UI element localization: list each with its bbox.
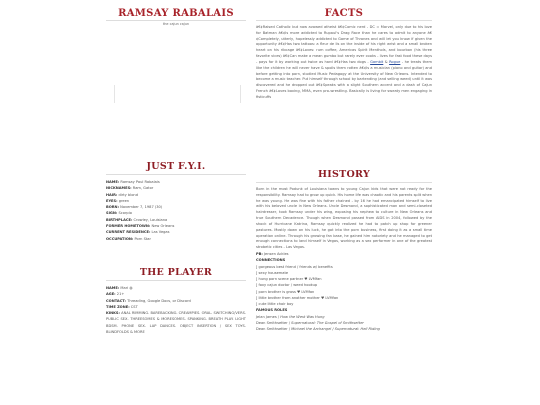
connection-item: [ little brother from another mother ♥ LVMfan [256,295,339,300]
fyi-section [106,161,246,242]
divider [106,20,246,21]
history-section [256,169,432,333]
facts-heading: FACTS [324,8,364,19]
dog-link-rogue[interactable]: Rogue [389,59,401,64]
fyi-row: EYES: green [106,198,130,203]
dog-link-gambit[interactable]: Gambit [370,59,384,64]
connection-item: [ foxy cajun doctor / weed hookup [256,283,318,288]
frame-line-left [114,85,115,103]
history-heading: HISTORY [317,169,371,180]
fyi-row: BORN: November 7, 1987 (30) [106,205,163,210]
player-heading: THE PLAYER [139,267,213,278]
fyi-row: SIGN: Scorpio [106,211,132,216]
fyi-list [106,179,246,242]
facts-section [256,8,432,101]
site-tagline: the cajun cajun [162,22,190,26]
history-text: Born in the most Podunk of Louisiana towns to young Cajun kids that were not ready for the responsibility. Ramsay had to grow up quick. His home life was chaotic and his parents split when he was young. He was fine with his father chained - by 16 he had emancipated himself to live with his beloved uncle in New Orleans. Uncle Desmond, a sophisticated man and semi-closeted hairdresser, took Ramsay under his wing, exposing his nephew to culture in New Orleans and true Southern Decadence. Though when Desmond passed from AIDS in 2004, followed by the shock of Hurricane Katrina, Ramsay quickly realized he had to patch up shop for greener pastures. Mostly down on his luck, he got into the porn business, first doing it as a small time operation online. Through his growing fan base, he gained him notoriety and he managed to get enough connections to land himself in Vegas, working as a sex performer in one of the greatest strobetic cities - Las Vegas. [256,187,432,250]
player-row: NAME: Mari ◍ [106,286,133,290]
player-list [106,285,246,335]
facts-text: â€¢Raised Catholic but now avowed atheist â€¢Comic nerd - DC = Marvel, only due to his love for Batman â€¢Is more addicted to Rupaul's Drag Race than he cares to admit to anyone â€¢Completely, utterly, hopelessly addicted to Game of Thrones and will let you know if given the opportunity â€¢Has two tattoos: a fleur de lis on the inside of his right wrist and a small broken heart on his ribcage â€¢Loves: rum coffee, Americas Spirit Menthols, and bourbon (his three favorite vices) â€¢Can make a mean gumbo but rarely ever cooks - lives for fast food these days - pays for it by working out twice as hard â€¢Has two dogs - Gambit & Rogue - he treats them like the children he will never have & spoils them rotten â€¢Is a musician (piano and guitar) and before getting into porn, studied Music Pedagogy at the University of New Orleans. Intended to become a music teacher. Put himself through school by bartending (and selling weed) until it was discovered and he dropped out â€¢Speaks with a slight Southern accent and a dash of Cajun French â€¢Loves boxing, MMA, even pro-wrestling. Basically is living for sweaty men engaging in fisticuffs [256,25,432,99]
fyi-row: OCCUPATION: Porn Star [106,236,151,241]
role-item: Jelan James / How the West Was Hung [256,314,325,319]
connection-item: [ gorgeous best friend / friends w/ benefits [256,264,333,269]
fyi-row: BIRTHPLACE: Crowley, Louisiana [106,217,168,222]
pb-row: PB: Jensen Ackles [256,251,289,256]
fyi-row: NAME: Ramsay Paul Rabalais [106,180,160,184]
fyi-heading: JUST F.Y.I. [146,161,206,172]
divider [106,174,246,175]
divider [256,20,432,21]
connections-heading: CONNECTIONS [256,258,286,263]
player-row: AGE: 21+ [106,292,125,297]
site-title: RAMSAY RABALAIS [118,8,234,19]
role-item: Dean Smithsetter / Supernatural: The Gospel of Smithsetter [256,321,364,326]
fyi-row: FORMER HOMETOWN: New Orleans [106,223,175,228]
divider [256,182,432,183]
fyi-row: CURRENT RESIDENCE: Las Vegas [106,230,170,235]
connection-item: [ cute little choir boy [256,302,294,307]
connection-item: [ sexy housemate [256,270,289,275]
divider [106,280,246,281]
player-section [106,267,246,335]
role-item: Dean Smithsetter / Michael the Archangel / Supernatural: Hell Riding [256,327,380,332]
player-row: TIME ZONE: CST [106,304,138,309]
fyi-row: NICKNAMES: Ram, Gator [106,186,154,191]
connection-item: [ hung porn scene partner ♥ LVMfan [256,277,322,282]
left-column [106,8,246,26]
player-row: CONTACT: Threading, Google Docs, or Discord [106,298,191,303]
frame-line-right [240,85,241,103]
kinks-row: KINKS: ANAL RIMMING. BAREBACKING. CREAMPIES. ORAL. SWITCHING/VERS. PUBLIC SEX. THREESOMES & MORESOMES. SPANKING. BREATH PLAY. LIGHT BDSM. PHONE SEX. LAP DANCES. OBJECT INSERTION / SEX TOYS. BLINDFOLDS & MORE [106,311,246,334]
connection-item: [ porn brother is gross ♥ LVMfan [256,289,315,294]
roles-heading: FAMOUS ROLES [256,308,288,313]
fyi-row: HAIR: dirty blond [106,192,138,197]
